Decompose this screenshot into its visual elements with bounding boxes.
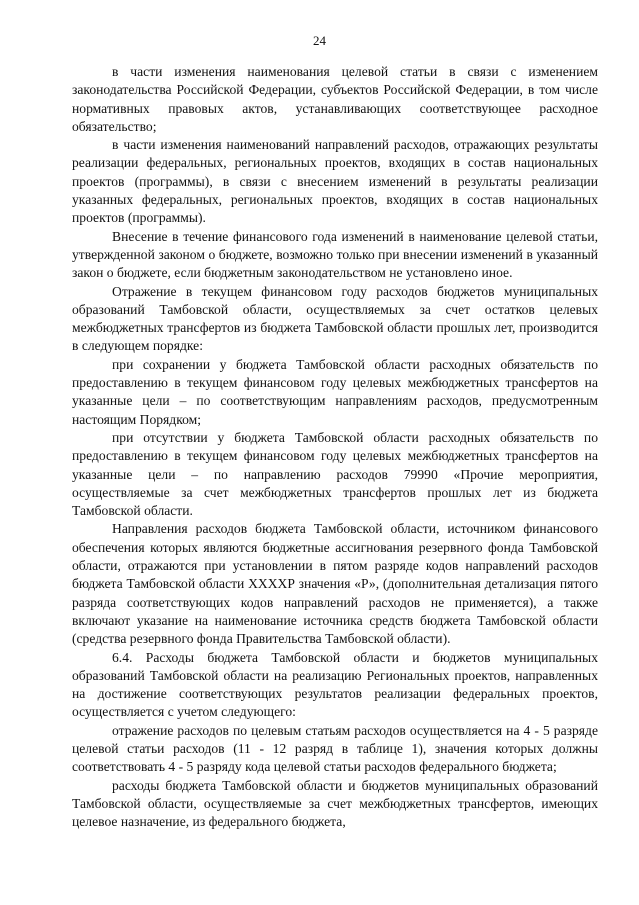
paragraph: в части изменения наименований направлений расходов, отражающих результаты реализации федеральных, региональных проектов, входящих в состав национальных проектов (программы), в связи с внесением изменений в результаты реализации указанных федеральных, региональных проектов, входящих в состав национальных проектов (программы). [72, 137, 598, 226]
paragraph: отражение расходов по целевым статьям расходов осуществляется на 4 - 5 разряде целевой статьи расходов (11 - 12 разряд в таблице 1), значения которых должны соответствовать 4 - 5 разряду кода целевой статьи расходов федерального бюджета; [72, 722, 598, 775]
page-number: 24 [313, 33, 326, 48]
paragraph: при сохранении у бюджета Тамбовской области расходных обязательств по предоставлению в текущем финансовом году целевых межбюджетных трансфертов на указанные цели – по соответствующим направлениям расходов, предусмотренным настоящим Порядком; [72, 356, 598, 427]
document-body [72, 63, 598, 831]
paragraph: Направления расходов бюджета Тамбовской области, источником финансового обеспечения которых являются бюджетные ассигнования резервного фонда Тамбовской области, отражаются при установлении в пятом разряде кодов направлений расходов бюджета Тамбовской области XXXXР значения «Р», (дополнительная детализация пятого разряда соответствующих кодов направлений расходов не применяется), а также включают указание на наименование источника средств бюджета Тамбовской области (средства резервного фонда Правительства Тамбовской области). [72, 521, 598, 647]
paragraph: Внесение в течение финансового года изменений в наименование целевой статьи, утвержденной законом о бюджете, возможно только при внесении изменений в указанный закон о бюджете, если бюджетным законодательством не установлено иное. [72, 228, 598, 281]
paragraph: Отражение в текущем финансовом году расходов бюджетов муниципальных образований Тамбовской области, осуществляемых за счет остатков целевых межбюджетных трансфертов из бюджета Тамбовской области прошлых лет, производится в следующем порядке: [72, 283, 598, 354]
paragraph: при отсутствии у бюджета Тамбовской области расходных обязательств по предоставлению в текущем финансовом году целевых межбюджетных трансфертов на указанные цели – по направлению расходов 79990 «Прочие мероприятия, осуществляемые за счет межбюджетных трансфертов прошлых лет из бюджета Тамбовской области. [72, 429, 598, 519]
paragraph: расходы бюджета Тамбовской области и бюджетов муниципальных образований Тамбовской области, осуществляемые за счет межбюджетных трансфертов, имеющих целевое назначение, из федерального бюджета, [72, 777, 598, 830]
paragraph: в части изменения наименования целевой статьи в связи с изменением законодательства Российской Федерации, субъектов Российской Федерации, в том числе нормативных правовых актов, устанавливающих соответствующее расходное обязательство; [72, 64, 598, 134]
paragraph: 6.4. Расходы бюджета Тамбовской области и бюджетов муниципальных образований Тамбовской области на реализацию Региональных проектов, направленных на достижение соответствующих результатов реализации федеральных проектов, осуществляется с учетом следующего: [72, 649, 598, 720]
